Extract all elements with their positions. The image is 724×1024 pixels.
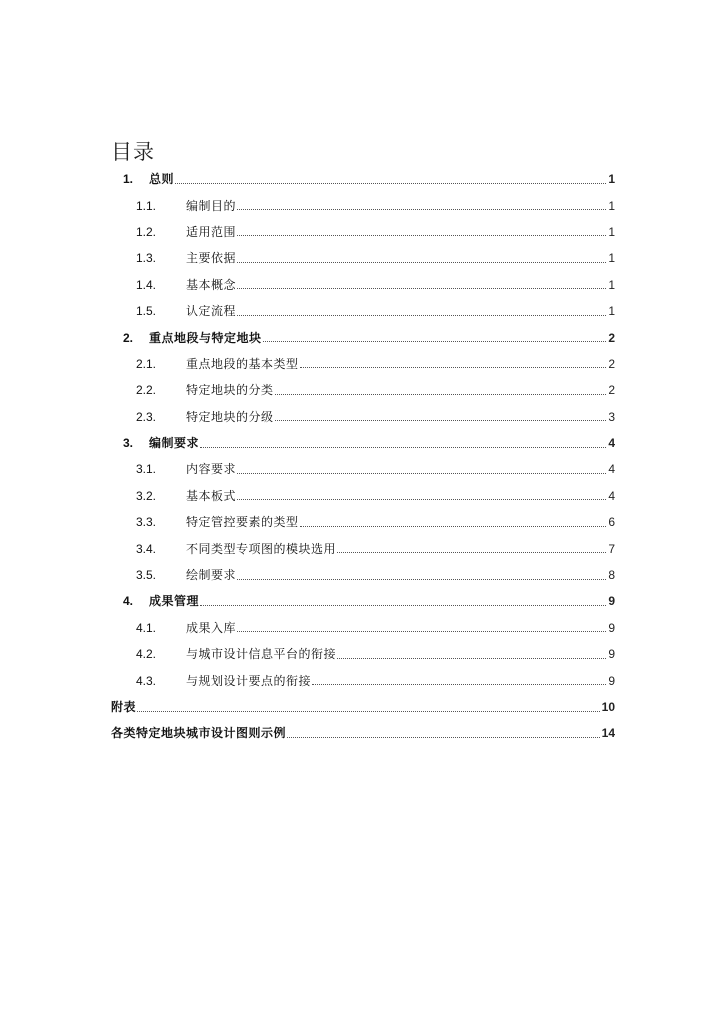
- toc-entry[interactable]: [111, 615, 615, 641]
- toc-entry-number: 4.1.: [136, 620, 157, 635]
- toc-entry-number: 3.5.: [136, 568, 157, 583]
- toc-entry-page: 2: [608, 383, 615, 398]
- toc-entry-number: 1.4.: [136, 277, 157, 292]
- toc-entry[interactable]: [111, 720, 615, 746]
- toc-dot-leader: [237, 631, 606, 632]
- toc-entry-number: 3.: [123, 436, 134, 451]
- toc-entry[interactable]: [111, 351, 615, 377]
- toc-entry-page: 1: [608, 251, 615, 266]
- toc-dot-leader: [337, 552, 606, 553]
- toc-dot-leader: [287, 737, 600, 738]
- toc-entry-number: 2.: [123, 330, 134, 345]
- toc-dot-leader: [200, 605, 606, 606]
- toc-entry-number: 4.3.: [136, 673, 157, 688]
- toc-dot-leader: [237, 209, 606, 210]
- toc-entry-title: 基本板式: [186, 488, 237, 503]
- toc-entry-title: 主要依据: [186, 251, 237, 266]
- toc-entry-title: 成果入库: [186, 620, 237, 635]
- toc-entry-number: 1.: [123, 172, 134, 187]
- toc-entry-number: 2.1.: [136, 356, 157, 371]
- toc-entry-number: 3.1.: [136, 462, 157, 477]
- toc-entry-title: 特定管控要素的类型: [186, 515, 299, 530]
- toc-entry[interactable]: [111, 377, 615, 403]
- toc-entry-title: 编制目的: [186, 198, 237, 213]
- toc-entry-page: 7: [608, 541, 615, 556]
- toc-entry-page: 9: [608, 673, 615, 688]
- toc-entry-title: 基本概念: [186, 277, 237, 292]
- toc-entry-number: 1.2.: [136, 224, 157, 239]
- toc-entry-page: 10: [601, 700, 615, 714]
- toc-dot-leader: [337, 658, 606, 659]
- toc-entry-page: 1: [608, 224, 615, 239]
- toc-dot-leader: [237, 235, 606, 236]
- toc-entry[interactable]: [111, 192, 615, 218]
- toc-entry-title: 附表: [111, 700, 137, 714]
- toc-entry-title: 特定地块的分类: [186, 383, 274, 398]
- toc-entry-page: 1: [608, 304, 615, 319]
- toc-entry-number: 3.2.: [136, 488, 157, 503]
- toc-entry-number: 3.4.: [136, 541, 157, 556]
- toc-entry-page: 9: [608, 594, 615, 609]
- toc-dot-leader: [275, 420, 607, 421]
- toc-dot-leader: [237, 315, 606, 316]
- toc-entry[interactable]: [111, 245, 615, 271]
- toc-entry[interactable]: [111, 272, 615, 298]
- toc-entry-page: 2: [608, 356, 615, 371]
- toc-entry-title: 与城市设计信息平台的衔接: [186, 647, 337, 662]
- toc-entry[interactable]: [111, 219, 615, 245]
- toc-entry-number: 1.3.: [136, 251, 157, 266]
- toc-entry-number: 4.: [123, 594, 134, 609]
- toc-entry-title: 与规划设计要点的衔接: [186, 673, 312, 688]
- toc-entry[interactable]: [111, 404, 615, 430]
- toc-entry[interactable]: [111, 509, 615, 535]
- toc-entry-page: 4: [608, 436, 615, 451]
- toc-entry-title: 特定地块的分级: [186, 409, 274, 424]
- toc-entry[interactable]: [111, 166, 615, 192]
- toc-entry-title: 绘制要求: [186, 568, 237, 583]
- toc-entry-title: 成果管理: [149, 594, 200, 609]
- toc-entry-number: 2.3.: [136, 409, 157, 424]
- toc-dot-leader: [237, 288, 606, 289]
- toc-dot-leader: [237, 262, 606, 263]
- toc-entry-title: 总则: [149, 172, 175, 187]
- toc-dot-leader: [237, 579, 606, 580]
- toc-dot-leader: [300, 526, 607, 527]
- toc-entry-title: 内容要求: [186, 462, 237, 477]
- toc-dot-leader: [275, 394, 607, 395]
- toc-dot-leader: [300, 367, 607, 368]
- toc-entry-page: 1: [608, 277, 615, 292]
- toc-entry-page: 4: [608, 488, 615, 503]
- table-of-contents: [111, 166, 615, 747]
- toc-title: 目录: [111, 140, 155, 164]
- toc-entry[interactable]: [111, 588, 615, 614]
- toc-dot-leader: [312, 684, 606, 685]
- toc-entry[interactable]: [111, 535, 615, 561]
- toc-entry-page: 8: [608, 568, 615, 583]
- toc-entry-title: 适用范围: [186, 224, 237, 239]
- toc-dot-leader: [175, 183, 606, 184]
- toc-entry-title: 编制要求: [149, 436, 200, 451]
- toc-entry[interactable]: [111, 641, 615, 667]
- toc-entry-page: 2: [608, 330, 615, 345]
- toc-entry[interactable]: [111, 430, 615, 456]
- toc-dot-leader: [200, 447, 606, 448]
- toc-entry[interactable]: [111, 483, 615, 509]
- toc-entry-number: 4.2.: [136, 647, 157, 662]
- toc-entry-page: 9: [608, 620, 615, 635]
- toc-entry-number: 2.2.: [136, 383, 157, 398]
- toc-entry-number: 3.3.: [136, 515, 157, 530]
- toc-entry-page: 14: [601, 726, 615, 741]
- toc-dot-leader: [237, 473, 606, 474]
- toc-entry[interactable]: [111, 694, 615, 720]
- toc-entry[interactable]: [111, 324, 615, 350]
- toc-entry-title: 重点地段的基本类型: [186, 356, 299, 371]
- toc-entry-title: 不同类型专项图的模块选用: [186, 541, 337, 556]
- toc-entry-page: 1: [608, 172, 615, 187]
- toc-entry-page: 6: [608, 515, 615, 530]
- toc-entry-title: 认定流程: [186, 304, 237, 319]
- toc-entry-page: 3: [608, 409, 615, 424]
- toc-entry-title: 重点地段与特定地块: [149, 330, 262, 345]
- toc-entry[interactable]: [111, 298, 615, 324]
- toc-entry-title: 各类特定地块城市设计图则示例: [111, 726, 287, 741]
- toc-entry-page: 4: [608, 462, 615, 477]
- toc-dot-leader: [237, 499, 606, 500]
- toc-dot-leader: [263, 341, 607, 342]
- toc-entry[interactable]: [111, 456, 615, 482]
- toc-entry-page: 9: [608, 647, 615, 662]
- toc-entry[interactable]: [111, 667, 615, 693]
- toc-entry-number: 1.5.: [136, 304, 157, 319]
- toc-entry[interactable]: [111, 562, 615, 588]
- toc-entry-number: 1.1.: [136, 198, 157, 213]
- toc-entry-page: 1: [608, 198, 615, 213]
- toc-dot-leader: [137, 711, 600, 712]
